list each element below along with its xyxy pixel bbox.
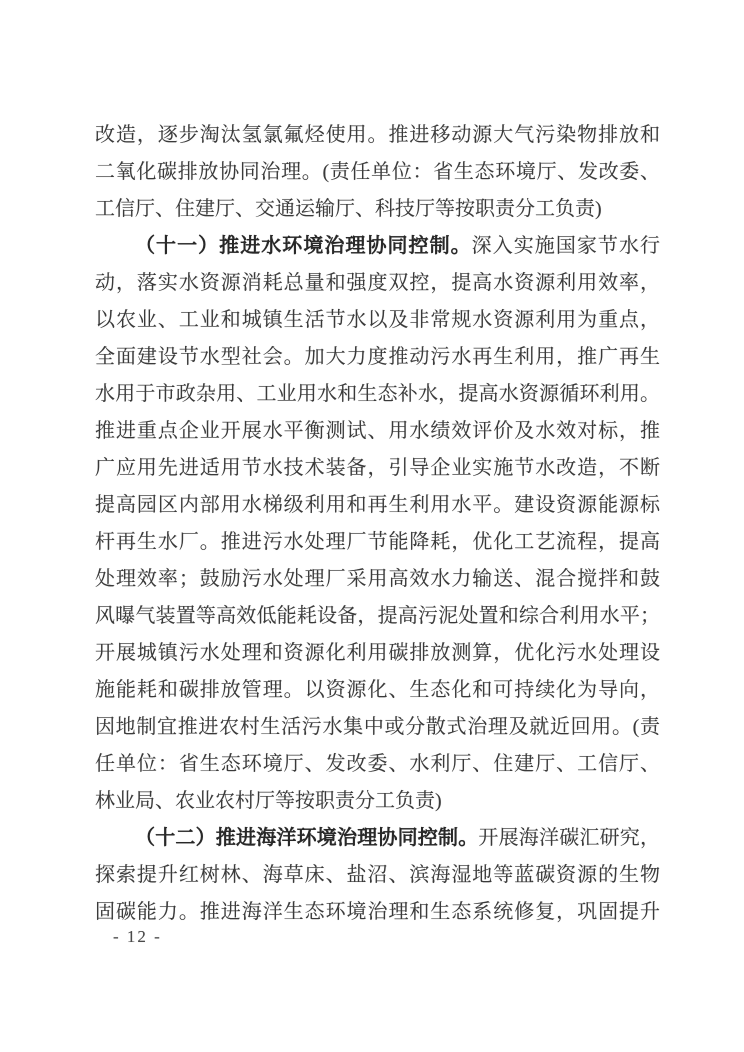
text-line [95,413,660,450]
text-line [95,672,660,709]
line-text: 工信厅、住建厅、交通运输厅、科技厅等按职责分工负责) [95,198,602,220]
text-line [95,302,660,339]
text-line [95,376,660,413]
section-heading: （十二）推进海洋环境治理协同控制。 [135,827,479,849]
text-line [95,117,660,154]
text-line [95,820,660,857]
line-text: 处理效率；鼓励污水处理厂采用高效水力输送、混合搅拌和鼓 [95,568,660,590]
text-line [95,154,660,191]
text-line [95,450,660,487]
text-line [95,561,660,598]
line-text: 动，落实水资源消耗总量和强度双控，提高水资源利用效率， [95,272,660,294]
text-line [95,265,660,302]
page-number: - 12 - [113,927,162,946]
document-body [95,117,660,931]
line-text: 广应用先进适用节水技术装备，引导企业实施节水改造，不断 [95,457,660,479]
line-text: 水用于市政杂用、工业用水和生态补水，提高水资源循环利用。 [95,383,660,405]
text-line [95,635,660,672]
line-text: 开展城镇污水处理和资源化利用碳排放测算，优化污水处理设 [95,642,660,664]
line-text: 推进重点企业开展水平衡测试、用水绩效评价及水效对标，推 [95,420,660,442]
text-line [95,339,660,376]
line-text: 深入实施国家节水行 [471,235,661,257]
text-line [95,857,660,894]
line-text: 以农业、工业和城镇生活节水以及非常规水资源利用为重点， [95,309,660,331]
line-text: 全面建设节水型社会。加大力度推动污水再生利用，推广再生 [95,346,660,368]
line-text: 开展海洋碳汇研究， [478,827,661,849]
line-text: 施能耗和碳排放管理。以资源化、生态化和可持续化为导向， [95,679,660,701]
text-line [95,228,660,265]
text-line [95,524,660,561]
line-text: 探索提升红树林、海草床、盐沼、滨海湿地等蓝碳资源的生物 [95,864,660,886]
text-line [95,746,660,783]
text-line [95,709,660,746]
text-line [95,191,660,228]
line-text: 固碳能力。推进海洋生态环境治理和生态系统修复，巩固提升 [95,901,660,923]
text-line [95,487,660,524]
line-text: 杆再生水厂。推进污水处理厂节能降耗，优化工艺流程，提高 [95,531,660,553]
text-line [95,598,660,635]
line-text: 林业局、农业农村厅等按职责分工负责) [95,790,442,812]
line-text: 风曝气装置等高效低能耗设备，提高污泥处置和综合利用水平； [95,605,660,627]
line-text: 提高园区内部用水梯级利用和再生利用水平。建设资源能源标 [95,494,660,516]
line-text: 改造，逐步淘汰氢氯氟烃使用。推进移动源大气污染物排放和 [95,124,660,146]
section-heading: （十一）推进水环境治理协同控制。 [135,235,472,257]
line-text: 因地制宜推进农村生活污水集中或分散式治理及就近回用。(责 [95,716,660,738]
text-line [95,894,660,931]
text-line [95,783,660,820]
line-text: 任单位：省生态环境厅、发改委、水利厅、住建厅、工信厅、 [95,753,660,775]
line-text: 二氧化碳排放协同治理。(责任单位：省生态环境厅、发改委、 [95,161,660,183]
